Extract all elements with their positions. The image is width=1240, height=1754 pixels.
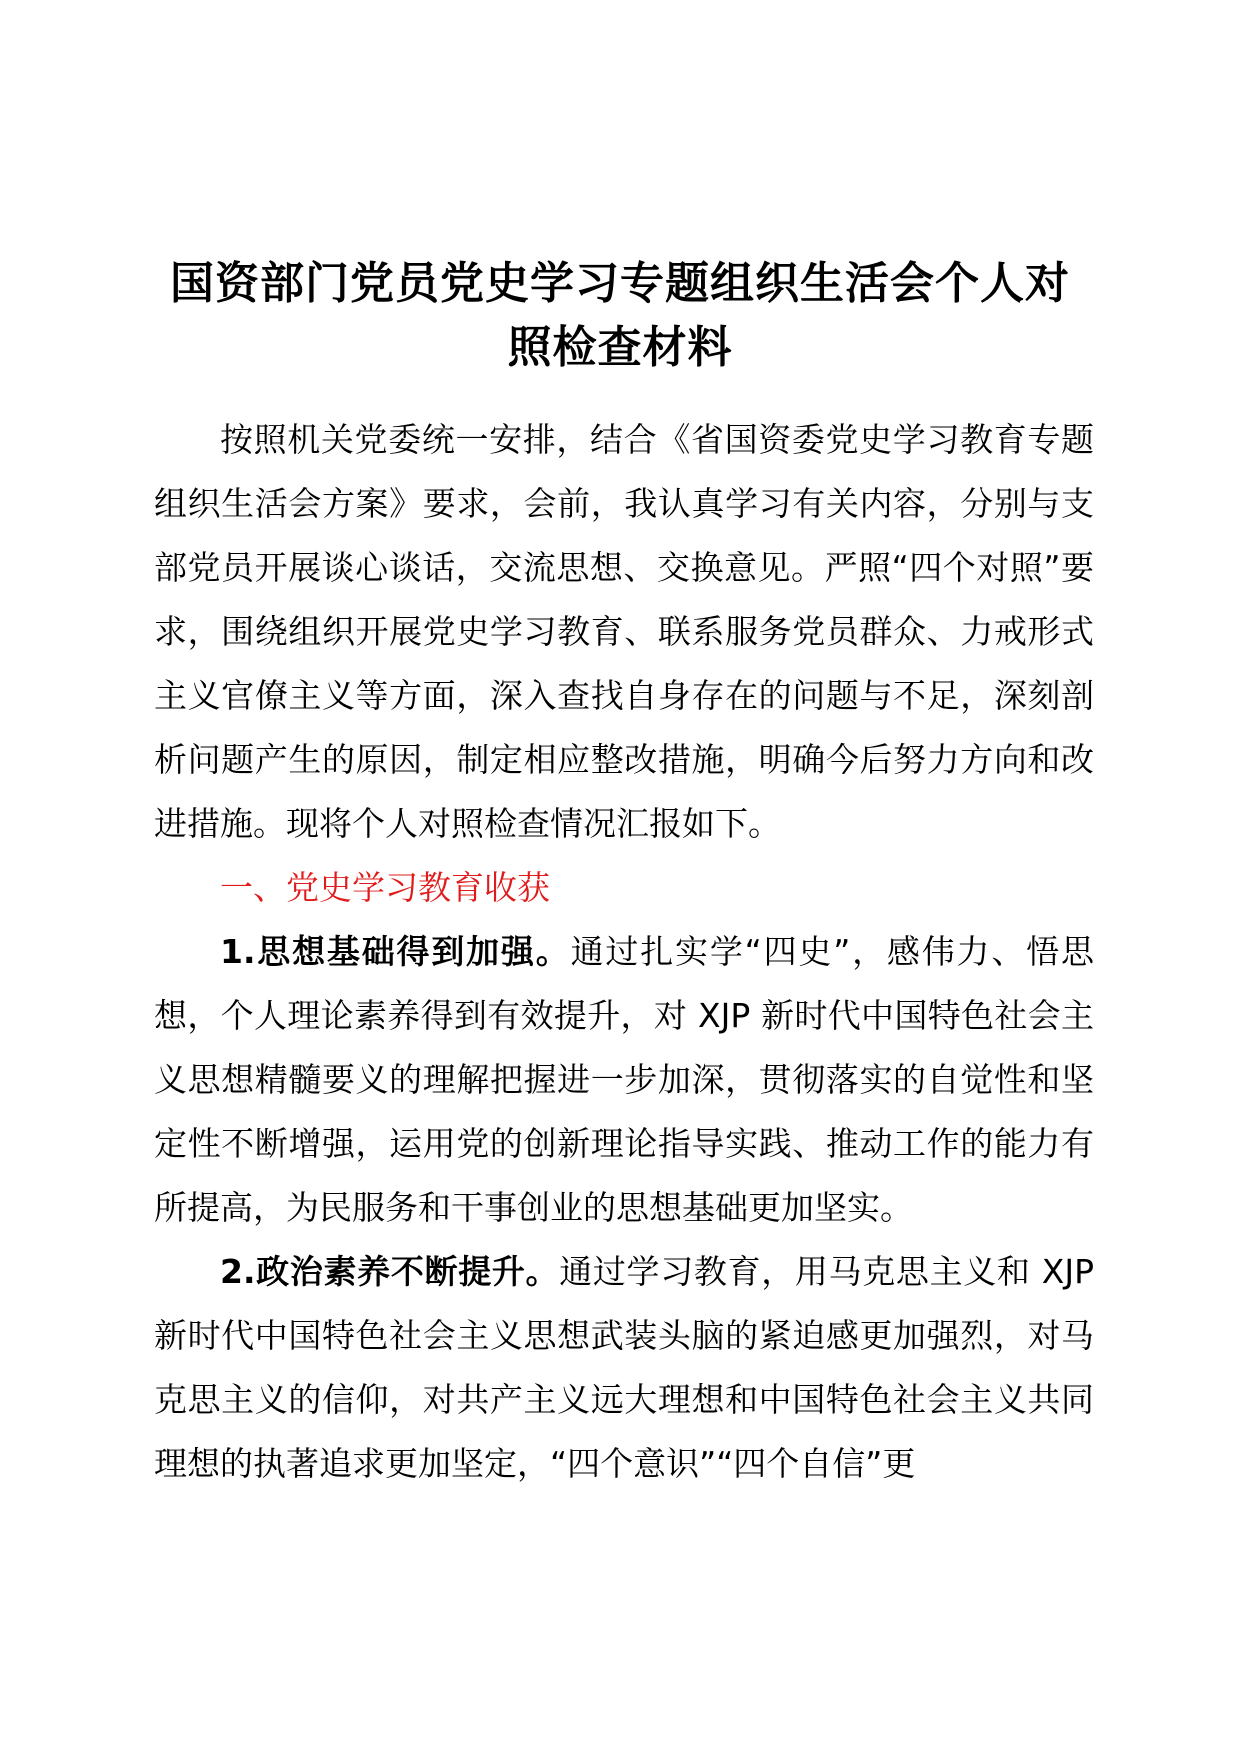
item-text-2: 通过学习教育，用马克思主义和 XJP 新时代中国特色社会主义思想武装头脑的紧迫感更加强烈，对马克思主义的信仰，对共产主义远大理想和中国特色社会主义共同理想的执著追求更加坚定，“四个意识”“四个自信”更	[154, 1252, 1095, 1483]
item-text-1: 通过扎实学“四史”，感伟力、悟思想，个人理论素养得到有效提升，对 XJP 新时代中国特色社会主义思想精髓要义的理解把握进一步加深，贯彻落实的自觉性和坚定性不断增强，运用党的创新理论指导实践、推动工作的能力有所提高，为民服务和干事创业的思想基础更加坚实。	[154, 932, 1094, 1227]
item-lead-2: 2.政治素养不断提升。	[220, 1252, 560, 1291]
section-heading: 一、党史学习教育收获	[220, 868, 550, 907]
item-lead-1: 1.思想基础得到加强。	[220, 932, 571, 971]
item-paragraph-2	[154, 1240, 1094, 1496]
document-body	[154, 408, 1094, 1496]
intro-paragraph: 按照机关党委统一安排，结合《省国资委党史学习教育专题组织生活会方案》要求，会前，我认真学习有关内容，分别与支部党员开展谈心谈话，交流思想、交换意见。严照“四个对照”要求，围绕组织开展党史学习教育、联系服务党员群众、力戒形式主义官僚主义等方面，深入查找自身存在的问题与不足，深刻剖析问题产生的原因，制定相应整改措施，明确今后努力方向和改进措施。现将个人对照检查情况汇报如下。	[154, 420, 1094, 843]
item-paragraph-1	[154, 920, 1094, 1240]
document-title: 国资部门党员党史学习专题组织生活会个人对照检查材料	[170, 258, 1070, 373]
